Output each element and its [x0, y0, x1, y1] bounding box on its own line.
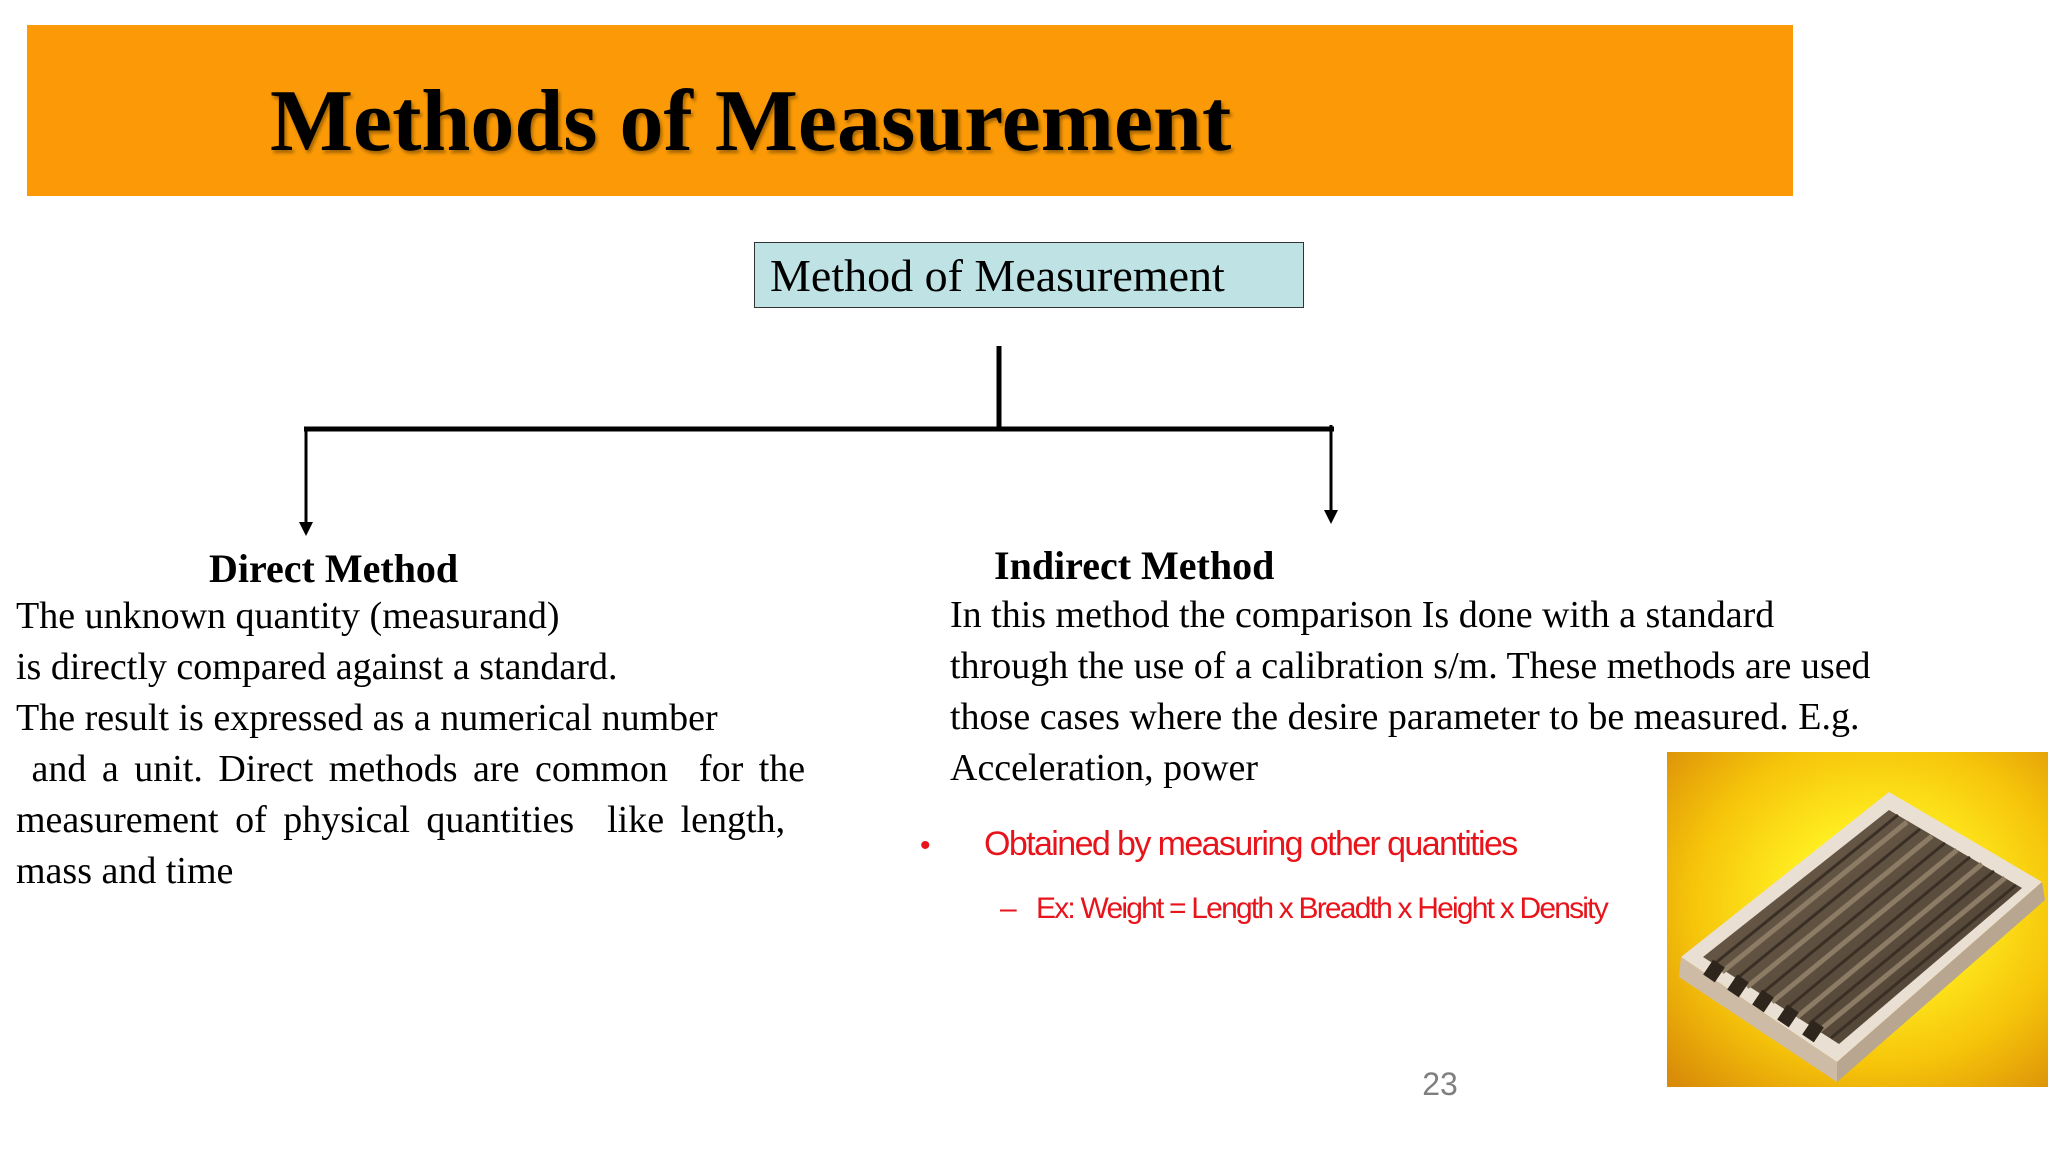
left-arrow-head — [299, 522, 313, 536]
indirect-line-2: through the use of a calibration s/m. These methods are used — [950, 645, 1871, 687]
direct-line-5: measurement of physical quantities like length, — [16, 799, 786, 841]
indirect-line-1: In this method the comparison Is done with a standard — [950, 594, 1775, 636]
direct-line-2: is directly compared against a standard. — [16, 646, 618, 688]
bullet-text: Obtained by measuring other quantities — [984, 825, 1517, 863]
direct-line-1: The unknown quantity (measurand) — [16, 595, 560, 637]
sub-bullet-text: Ex: Weight = Length x Breadth x Height x Density — [1036, 892, 1607, 925]
indirect-sub-bullet — [1000, 892, 1607, 926]
bullet-marker: • — [920, 829, 931, 862]
indirect-method-heading: Indirect Method — [994, 543, 1275, 588]
page-number: 23 — [1422, 1066, 1458, 1102]
ribbed-block-icon — [1667, 752, 2048, 1087]
sub-bullet-marker: – — [1000, 892, 1017, 925]
direct-method-description — [16, 591, 888, 897]
slide-title: Methods of Measurement — [270, 73, 1232, 170]
direct-line-3: The result is expressed as a numerical number — [16, 697, 718, 739]
direct-line-4: and a unit. Direct methods are common for the — [16, 748, 806, 790]
right-arrow-head — [1324, 510, 1338, 524]
indirect-line-4: Acceleration, power — [950, 747, 1259, 789]
indirect-bullet — [920, 825, 1517, 864]
direct-line-6: mass and time — [16, 850, 234, 892]
indirect-line-3: those cases where the desire parameter to be measured. E.g. — [950, 696, 1860, 738]
ribbed-block-photo — [1667, 752, 2048, 1087]
direct-method-heading: Direct Method — [209, 546, 459, 591]
tree-root-label: Method of Measurement — [770, 250, 1225, 301]
